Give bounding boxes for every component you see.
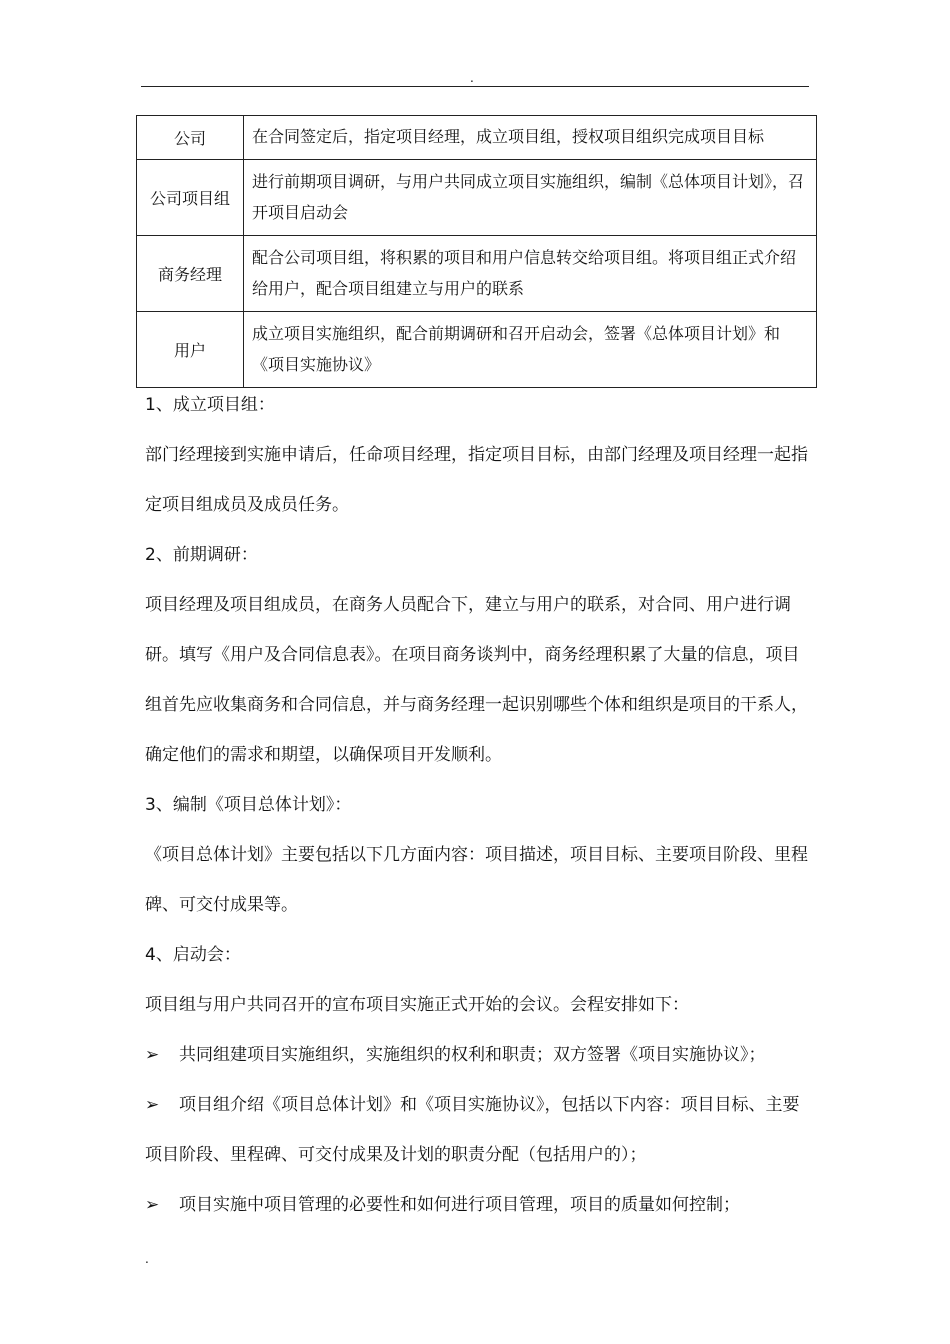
table-row xyxy=(137,236,817,312)
arrow-bullet-icon: ➢ xyxy=(145,1095,160,1115)
header-rule xyxy=(141,86,809,87)
table-row xyxy=(137,312,817,388)
description-cell: 配合公司项目组，将积累的项目和用户信息转交给项目组。将项目组正式介绍给用户，配合项目组建立与用户的联系 xyxy=(244,236,817,312)
section-heading: 2、前期调研： xyxy=(145,545,258,565)
paragraph: 部门经理接到实施申请后，任命项目经理，指定项目目标，由部门经理及项目经理一起指定项目组成员及成员任务。 xyxy=(145,445,808,515)
arrow-bullet-icon: ➢ xyxy=(145,1045,160,1065)
paragraph: 项目组与用户共同召开的宣布项目实施正式开始的会议。会程安排如下： xyxy=(145,995,689,1015)
role-cell: 公司项目组 xyxy=(137,160,244,236)
footer-mark: . xyxy=(145,1252,149,1266)
paragraph: 《项目总体计划》主要包括以下几方面内容：项目描述，项目目标、主要项目阶段、里程碑、可交付成果等。 xyxy=(145,845,808,915)
role-cell: 用户 xyxy=(137,312,244,388)
table-row xyxy=(137,116,817,160)
list-item xyxy=(145,1080,815,1180)
list-item xyxy=(145,1180,815,1230)
roles-table xyxy=(136,115,817,388)
description-cell: 进行前期项目调研，与用户共同成立项目实施组织，编制《总体项目计划》，召开项目启动会 xyxy=(244,160,817,236)
role-cell: 商务经理 xyxy=(137,236,244,312)
list-item-text: 共同组建项目实施组织，实施组织的权利和职责；双方签署《项目实施协议》； xyxy=(179,1045,766,1065)
description-cell: 成立项目实施组织，配合前期调研和召开启动会，签署《总体项目计划》和《项目实施协议》 xyxy=(244,312,817,388)
arrow-bullet-icon: ➢ xyxy=(145,1195,160,1215)
document-body xyxy=(145,380,815,1230)
table-row xyxy=(137,160,817,236)
section-heading: 4、启动会： xyxy=(145,945,241,965)
section-heading: 3、编制《项目总体计划》： xyxy=(145,795,352,815)
header-mark: . xyxy=(470,71,474,85)
list-item-text: 项目实施中项目管理的必要性和如何进行项目管理，项目的质量如何控制； xyxy=(179,1195,740,1215)
paragraph: 项目经理及项目组成员，在商务人员配合下，建立与用户的联系，对合同、用户进行调研。填写《用户及合同信息表》。在项目商务谈判中，商务经理积累了大量的信息，项目组首先应收集商务和合同信息，并与商务经理一起识别哪些个体和组织是项目的干系人，确定他们的需求和期望，以确保项目开发顺利。 xyxy=(145,595,808,765)
list-item-text: 项目组介绍《项目总体计划》和《项目实施协议》，包括以下内容：项目目标、主要项目阶段、里程碑、可交付成果及计划的职责分配（包括用户的）； xyxy=(145,1095,800,1165)
list-item xyxy=(145,1030,815,1080)
description-cell: 在合同签定后，指定项目经理，成立项目组，授权项目组织完成项目目标 xyxy=(244,116,817,160)
role-cell: 公司 xyxy=(137,116,244,160)
section-heading: 1、成立项目组： xyxy=(145,395,275,415)
